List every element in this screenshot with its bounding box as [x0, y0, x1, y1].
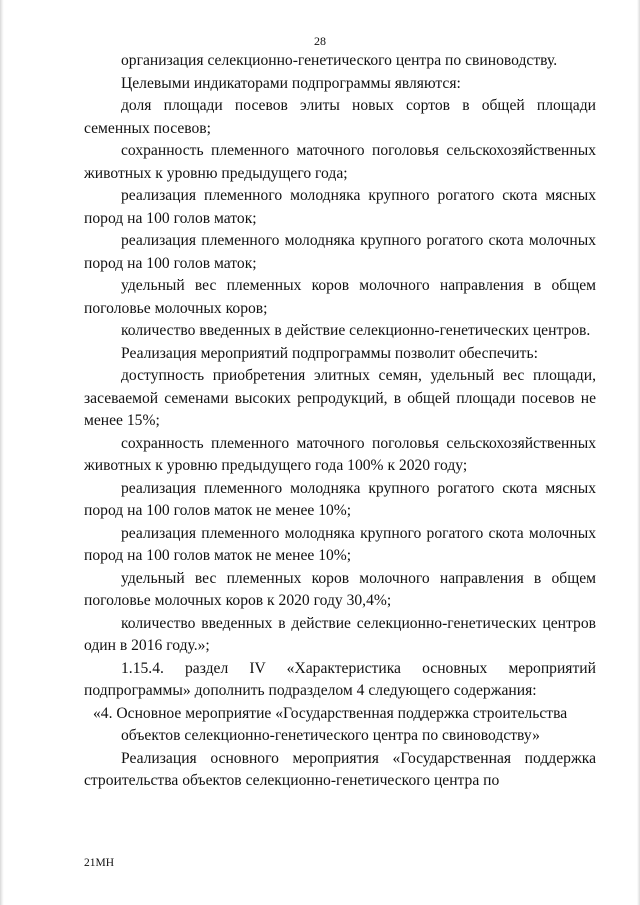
paragraph: доступность приобретения элитных семян, удельный вес площади, засеваемой семенами высоких репродукций, в общей площади посевов не менее 15%;: [84, 367, 596, 429]
paragraph: реализация племенного молодняка крупного рогатого скота мясных пород на 100 голов маток;: [84, 187, 596, 227]
section-heading-line-2: объектов селекционно-генетического центра по свиноводству»: [121, 727, 540, 744]
paragraph: Реализация мероприятий подпрограммы позволит обеспечить:: [121, 344, 538, 362]
paragraph: реализация племенного молодняка крупного рогатого скота молочных пород на 100 голов маток не менее 10%;: [84, 524, 596, 564]
page-left-edge: [0, 0, 4, 905]
paragraph: организация селекционно-генетического центра по свиноводству.: [121, 52, 558, 69]
paragraph: реализация племенного молодняка крупного рогатого скота мясных пород на 100 голов маток не менее 10%;: [84, 479, 596, 519]
paragraph: удельный вес племенных коров молочного направления в общем поголовье молочных коров к 2020 году 30,4%;: [84, 569, 596, 609]
paragraph: сохранность племенного маточного поголовья сельскохозяйственных животных к уровню предыдущего года;: [84, 142, 596, 182]
paragraph: количество введенных в действие селекционно-генетических центров.: [121, 322, 591, 339]
page-number: 28: [314, 34, 326, 48]
document-body: [84, 50, 596, 793]
paragraph: реализация племенного молодняка крупного рогатого скота молочных пород на 100 голов маток;: [84, 232, 596, 272]
paragraph: количество введенных в действие селекционно-генетических центров один в 2016 году.»;: [84, 614, 596, 654]
paragraph: сохранность племенного маточного поголовья сельскохозяйственных животных к уровню предыдущего года 100% к 2020 году;: [84, 434, 596, 474]
section-heading-line-1: «4. Основное мероприятие «Государственная поддержка строительства: [93, 704, 568, 722]
footer-code: 21МН: [84, 857, 115, 869]
paragraph: 1.15.4. раздел IV «Характеристика основных мероприятий подпрограммы» дополнить подразделом 4 следующего содержания:: [84, 659, 596, 699]
paragraph: доля площади посевов элиты новых сортов в общей площади семенных посевов;: [84, 97, 596, 137]
paragraph: Целевыми индикаторами подпрограммы являются:: [121, 74, 461, 92]
closing-paragraph: Реализация основного мероприятия «Государственная поддержка строительства объектов селекционно-генетического центра по: [84, 749, 596, 789]
paragraph: удельный вес племенных коров молочного направления в общем поголовье молочных коров;: [84, 277, 596, 317]
